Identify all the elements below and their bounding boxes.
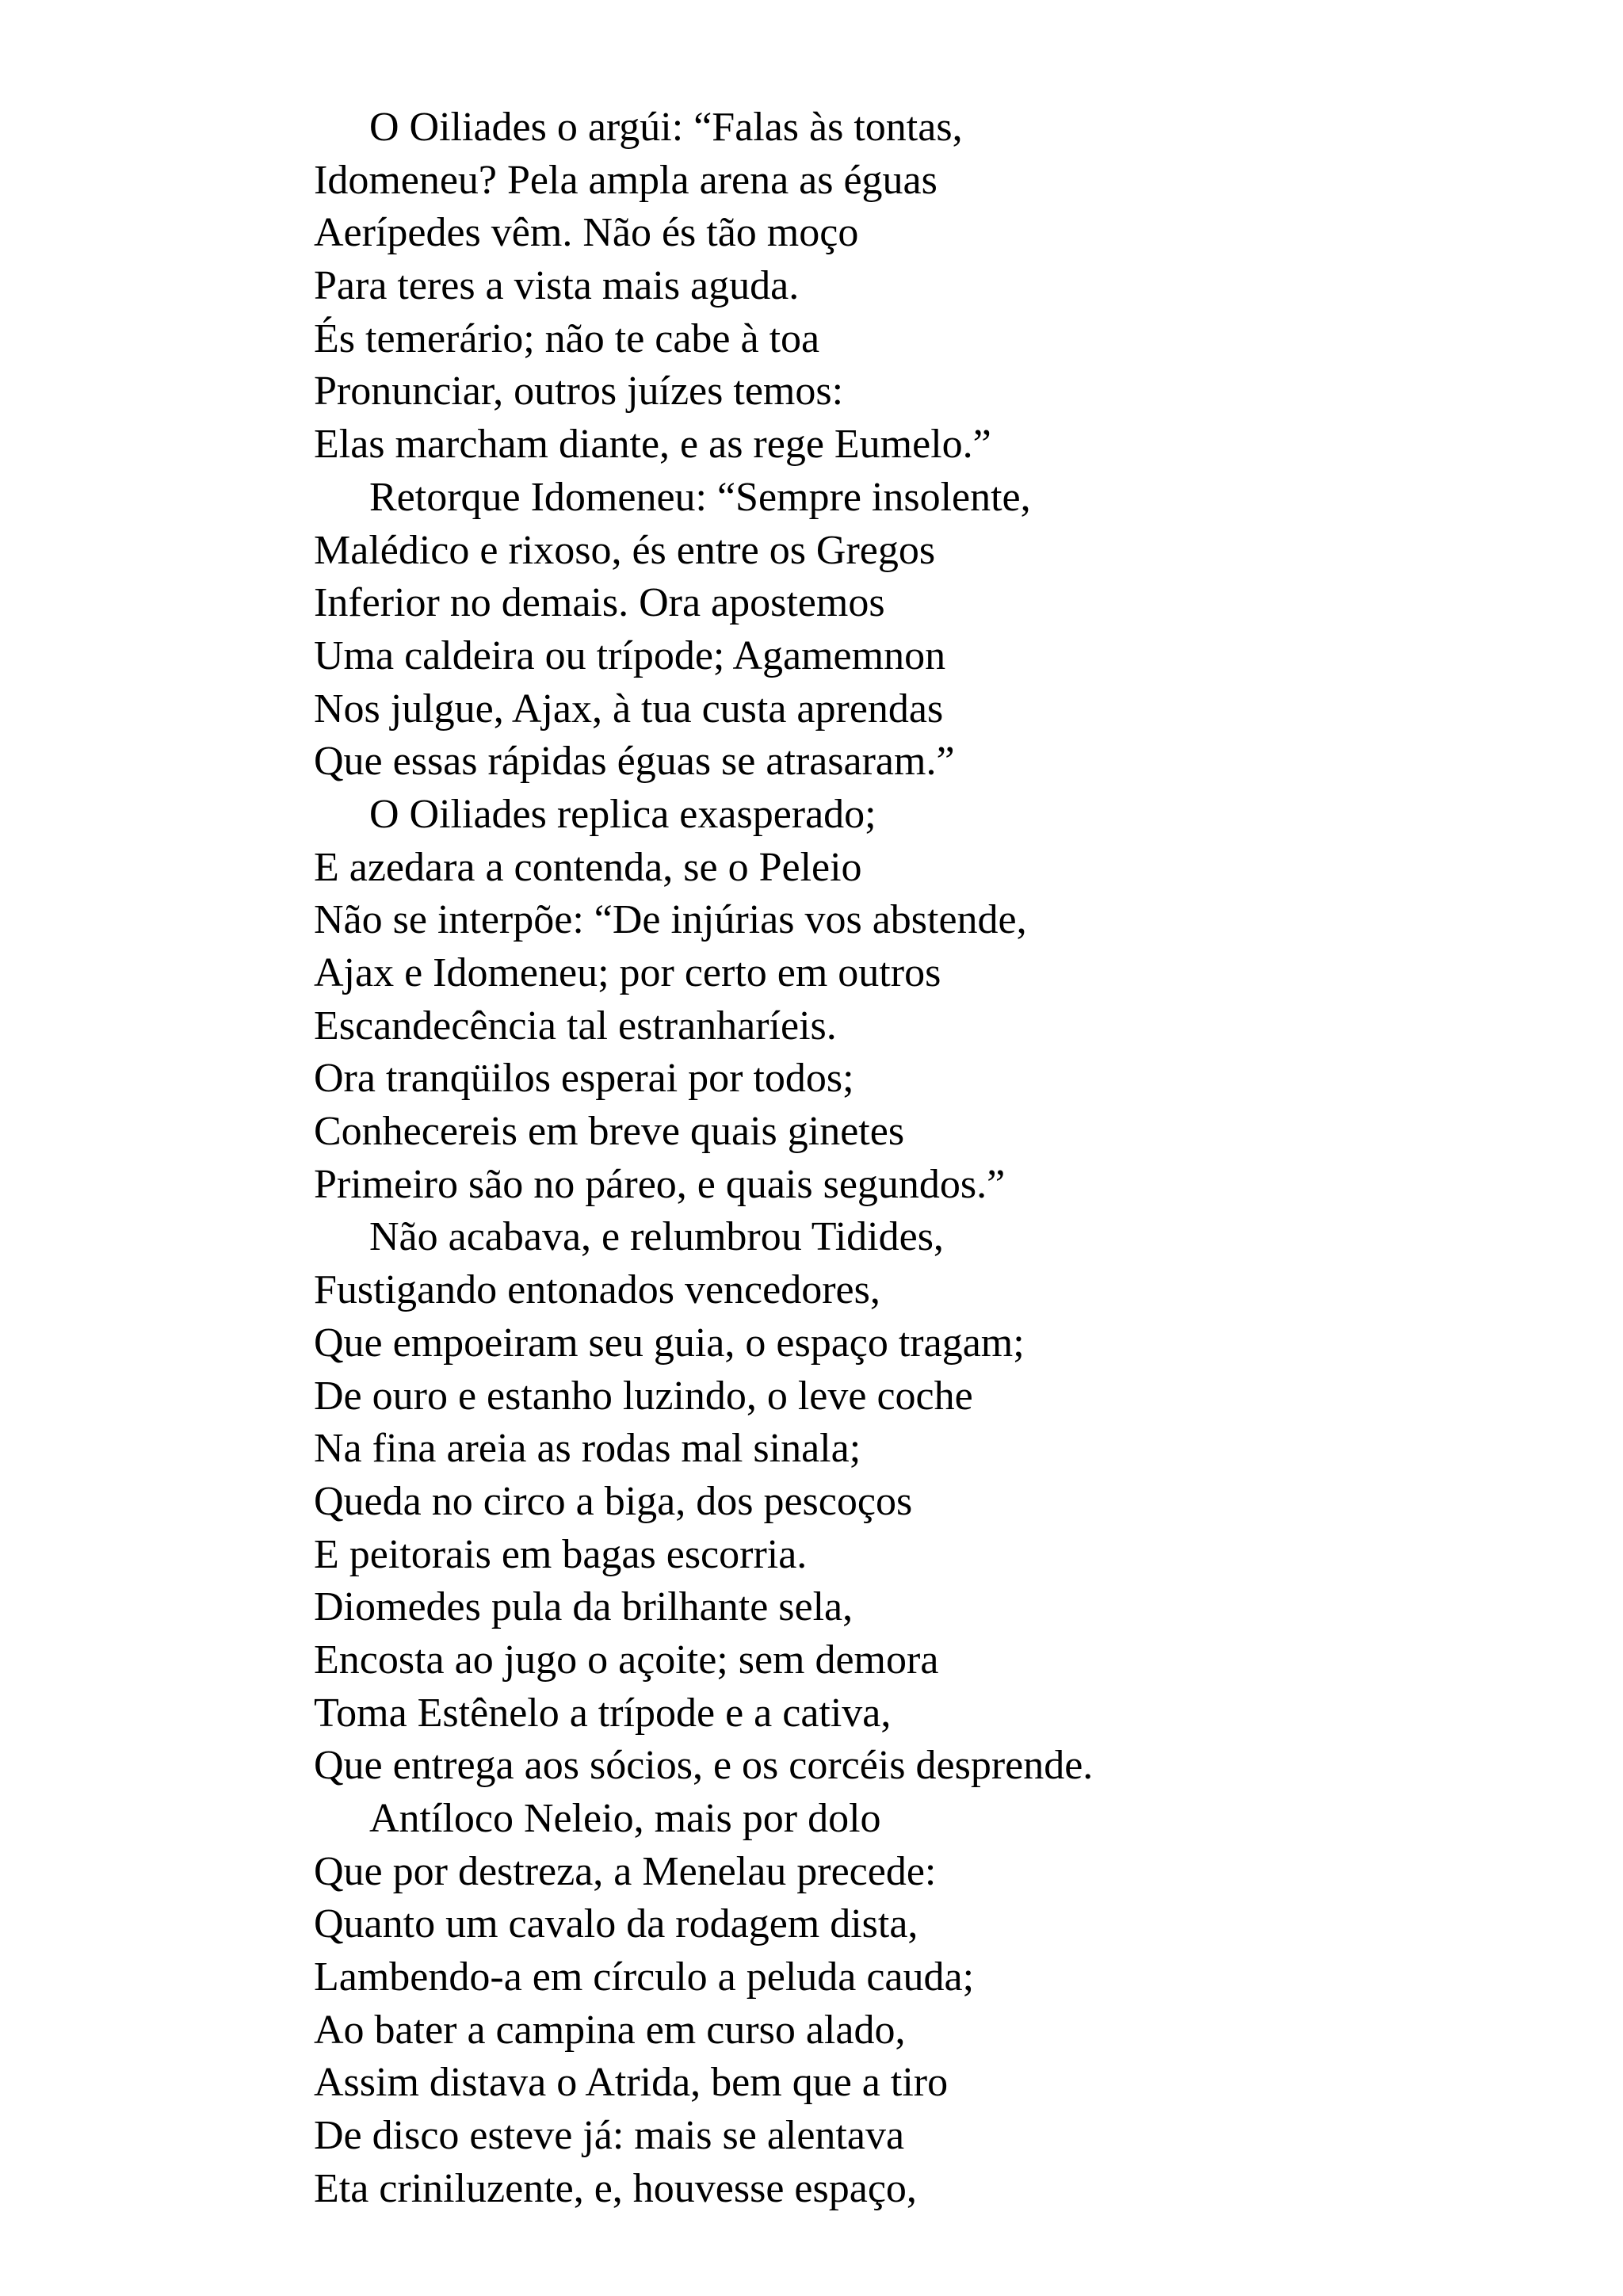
poem-line: Toma Estênelo a trípode e a cativa, bbox=[314, 1690, 892, 1736]
poem-line: E peitorais em bagas escorria. bbox=[314, 1531, 808, 1577]
poem-line: Aerípedes vêm. Não és tão moço bbox=[314, 210, 859, 256]
poem-line: Que empoeiram seu guia, o espaço tragam; bbox=[314, 1320, 1025, 1366]
poem-line: Inferior no demais. Ora apostemos bbox=[314, 580, 885, 626]
poem-line: De disco esteve já: mais se alentava bbox=[314, 2113, 905, 2159]
poem-line: Assim distava o Atrida, bem que a tiro bbox=[314, 2060, 949, 2106]
poem-line: Que entrega aos sócios, e os corcéis desprende. bbox=[314, 1743, 1094, 1789]
poem-line: Para teres a vista mais aguda. bbox=[314, 263, 800, 309]
poem-line: Na fina areia as rodas mal sinala; bbox=[314, 1426, 861, 1472]
poem-line: Idomeneu? Pela ampla arena as éguas bbox=[314, 157, 938, 203]
poem-line: Que essas rápidas éguas se atrasaram.” bbox=[314, 739, 955, 785]
poem-line: O Oiliades replica exasperado; bbox=[369, 791, 876, 837]
poem-line: Queda no circo a biga, dos pescoços bbox=[314, 1478, 913, 1524]
poem-line: Uma caldeira ou trípode; Agamemnon bbox=[314, 632, 946, 678]
poem-line: Antíloco Neleio, mais por dolo bbox=[369, 1796, 881, 1841]
poem-line: Fustigando entonados vencedores, bbox=[314, 1267, 880, 1313]
poem-line: De ouro e estanho luzindo, o leve coche bbox=[314, 1373, 973, 1419]
poem-line: Quanto um cavalo da rodagem dista, bbox=[314, 1901, 918, 1947]
poem-line: És temerário; não te cabe à toa bbox=[314, 315, 820, 361]
poem-line: Escandecência tal estranharíeis. bbox=[314, 1003, 837, 1049]
poem-line: Ajax e Idomeneu; por certo em outros bbox=[314, 950, 941, 995]
poem-line: O Oiliades o argúi: “Falas às tontas, bbox=[369, 105, 963, 150]
poem-line: Ora tranqüilos esperai por todos; bbox=[314, 1056, 854, 1102]
poem-line: Primeiro são no páreo, e quais segundos.” bbox=[314, 1161, 1006, 1207]
poem-line: Retorque Idomeneu: “Sempre insolente, bbox=[369, 474, 1031, 520]
poem-line: Nos julgue, Ajax, à tua custa aprendas bbox=[314, 686, 944, 732]
poem-line: Lambendo-a em círculo a peluda cauda; bbox=[314, 1954, 975, 2000]
poem-line: Conhecereis em breve quais ginetes bbox=[314, 1109, 905, 1155]
poem-line: Pronunciar, outros juízes temos: bbox=[314, 369, 844, 415]
poem-line: Eta criniluzente, e, houvesse espaço, bbox=[314, 2165, 917, 2211]
poem-line: Não se interpõe: “De injúrias vos abstende, bbox=[314, 897, 1027, 943]
poem-line: Encosta ao jugo o açoite; sem demora bbox=[314, 1637, 939, 1683]
poem-line: Diomedes pula da brilhante sela, bbox=[314, 1584, 854, 1630]
poem-line: Não acabava, e relumbrou Tidides, bbox=[369, 1214, 944, 1260]
poem-text bbox=[314, 101, 1550, 2216]
poem-line: Ao bater a campina em curso alado, bbox=[314, 2007, 906, 2053]
poem-line: E azedara a contenda, se o Peleio bbox=[314, 844, 862, 890]
poem-line: Que por destreza, a Menelau precede: bbox=[314, 1848, 937, 1894]
poem-line: Malédico e rixoso, és entre os Gregos bbox=[314, 527, 936, 573]
poem-line: Elas marcham diante, e as rege Eumelo.” bbox=[314, 422, 991, 468]
